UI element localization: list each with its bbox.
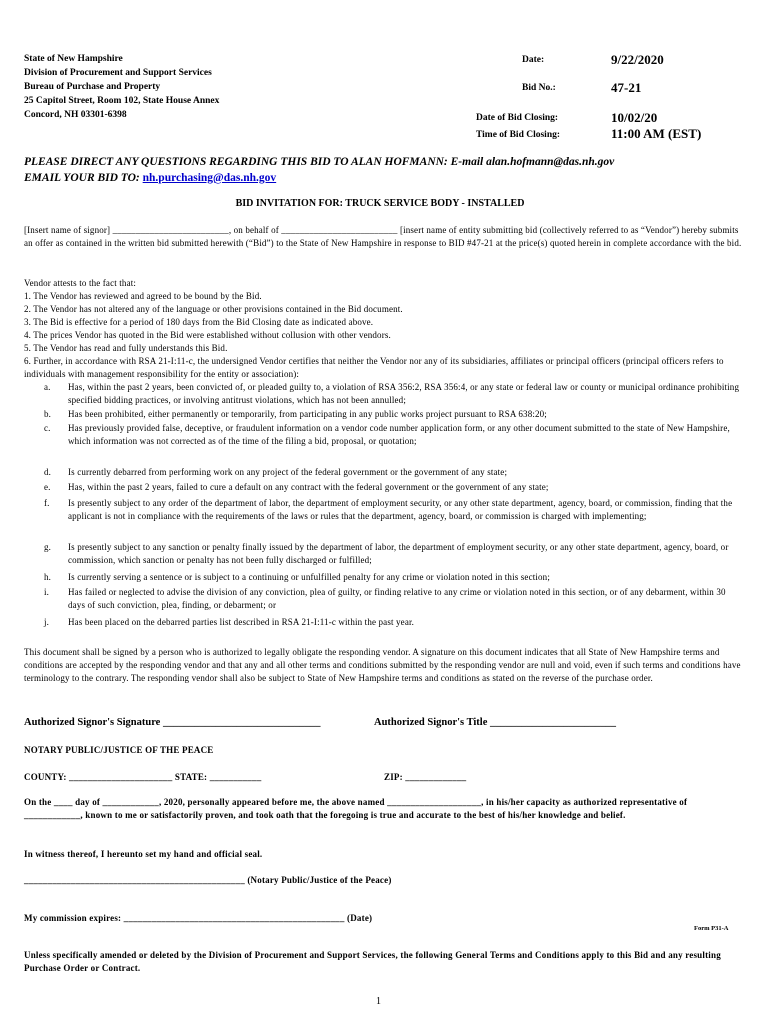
attest-item: 2. The Vendor has not altered any of the language or other provisions contained in the Bid document. — [24, 304, 403, 314]
closing-date-value: 10/02/20 — [611, 110, 658, 125]
notary-heading: NOTARY PUBLIC/JUSTICE OF THE PEACE — [24, 745, 214, 755]
attest-item: 1. The Vendor has reviewed and agreed to be bound by the Bid. — [24, 291, 262, 301]
item-text: Has, within the past 2 years, been convicted of, or pleaded guilty to, a violation of RSA 356:2, RSA 356:4, or any state or federal law or county or municipal ordinance prohibiting specified bidding practices, or involving antitrust violations, which has not been annulled; — [68, 382, 740, 406]
org-line: 25 Capitol Street, Room 102, State House Annex — [24, 96, 220, 106]
witness-statement: In witness thereof, I hereunto set my hand and official seal. — [24, 849, 263, 859]
item-text: Has been prohibited, either permanently or temporarily, from participating in any public works project pursuant to RSA 638:20; — [68, 409, 547, 419]
bid-no-label: Bid No.: — [522, 83, 556, 93]
questions-line: PLEASE DIRECT ANY QUESTIONS REGARDING THIS BID TO ALAN HOFMANN: E-mail alan.hofmann@das.nh.gov — [24, 156, 615, 168]
page-number: 1 — [376, 996, 381, 1007]
item-text: Has, within the past 2 years, failed to cure a default on any contract with the federal government or the government of any state; — [68, 482, 549, 492]
general-terms-paragraph: Unless specifically amended or deleted by the Division of Procurement and Support Services, the following General Terms and Conditions apply to this Bid and any resulting Purchase Order or Contract. — [24, 950, 721, 973]
notary-signature-field[interactable]: _______________________________________________ (Notary Public/Justice of the Peace) — [24, 875, 392, 885]
item-letter: b. — [44, 409, 52, 419]
attest-item: 4. The prices Vendor has quoted in the Bid were established without collusion with other vendors. — [24, 330, 391, 340]
item-text: Has previously provided false, deceptive, or fraudulent information on a vendor code number application form, or any other document submitted to the state of New Hampshire, which information was not corrected as of the time of the filing a bid, proposal, or quotation; — [68, 423, 730, 447]
questions-contact — [24, 154, 614, 186]
attest-item: 5. The Vendor has read and fully understands this Bid. — [24, 343, 228, 353]
closing-time-value: 11:00 AM (EST) — [611, 126, 702, 141]
bid-no-value: 47-21 — [611, 80, 642, 95]
org-line: Bureau of Purchase and Property — [24, 82, 161, 92]
attest-item-6: 6. Further, in accordance with RSA 21-I:11-c, the undersigned Vendor certifies that neither the Vendor nor any of its subsidiaries, affiliates or principal officers (principal officers refers to individuals with management responsibility for the entity or association): — [24, 356, 724, 380]
item-letter: f. — [44, 498, 50, 508]
date-label: Date: — [522, 55, 545, 65]
purchasing-email-link[interactable]: nh.purchasing@das.nh.gov — [142, 172, 277, 184]
oath-paragraph: On the ____ day of ____________, 2020, personally appeared before me, the above named ____________________, in his/her capacity as authorized representative of ____________, known to me or satisfactorily proven, and took oath that the foregoing is true and accurate to the best of his/her knowledge and belief. — [24, 797, 688, 820]
form-number: Form P31-A — [694, 925, 729, 932]
item-text: Has been placed on the debarred parties list described in RSA 21-I:11-c within the past year. — [68, 617, 415, 627]
item-text: Is presently subject to any sanction or penalty finally issued by the department of labor, the department of employment security, or any other state department, agency, board, or commission, which sanction or penalty has not been fully discharged or fulfilled; — [68, 542, 729, 566]
commission-expires-field[interactable]: My commission expires: _______________________________________________ (Date) — [24, 913, 373, 923]
org-line: Concord, NH 03301-6398 — [24, 110, 127, 120]
item-letter: d. — [44, 467, 52, 477]
signing-paragraph: This document shall be signed by a person who is authorized to legally obligate the responding vendor. A signature on this document indicates that all State of New Hampshire terms and conditions are accepted by the responding vendor and that any and all other terms and conditions submitted by the responding vendor are null and void, even if such terms and conditions have terminology to the contrary. The responding vendor shall also be subject to State of New Hampshire terms and conditions as stated on the reverse of the purchase order. — [24, 647, 741, 684]
item-letter: i. — [44, 587, 50, 597]
signor-signature-field[interactable]: Authorized Signor's Signature ______________________________ — [24, 717, 321, 728]
item-letter: c. — [44, 423, 51, 433]
item-letter: a. — [44, 382, 51, 392]
county-state-field[interactable]: COUNTY: ______________________ STATE: ___________ — [24, 772, 262, 782]
closing-date-label: Date of Bid Closing: — [476, 113, 559, 123]
item-letter: e. — [44, 482, 51, 492]
email-bid-line — [24, 170, 614, 186]
org-line: Division of Procurement and Support Services — [24, 68, 212, 78]
item-text: Is presently subject to any order of the department of labor, the department of employment security, or any other state department, agency, board, or commission, finding that the applicant is not in compliance with the requirements of the laws or rules that the department, agency, board, or commission is charged with implementing; — [68, 498, 733, 522]
zip-field[interactable]: ZIP: _____________ — [384, 772, 467, 782]
closing-time-label: Time of Bid Closing: — [476, 130, 561, 140]
intro-paragraph: [Insert name of signor] _________________________, on behalf of _________________________ [insert name of entity submitting bid (collectively referred to as “Vendor”) hereby submits an offer as contained in the written bid submitted herewith (“Bid”) to the State of New Hampshire in response to BID #47-21 at the price(s) quoted herein in complete accordance with the bid. — [24, 225, 742, 249]
signor-title-field[interactable]: Authorized Signor's Title ________________________ — [374, 717, 616, 728]
org-address-block — [24, 52, 219, 122]
email-bid-label: EMAIL YOUR BID TO: — [24, 172, 143, 184]
item-text: Has failed or neglected to advise the division of any conviction, plea of guilty, or finding relative to any crime or violation noted in this section, or of any debarment, within 30 days of such conviction, plea, finding, or debarment; or — [68, 587, 726, 611]
bid-title: BID INVITATION FOR: TRUCK SERVICE BODY - INSTALLED — [235, 198, 525, 209]
item-letter: j. — [44, 617, 50, 627]
item-text: Is currently debarred from performing work on any project of the federal government or the government of any state; — [68, 467, 508, 477]
org-line: State of New Hampshire — [24, 54, 123, 64]
item-text: Is currently serving a sentence or is subject to a continuing or unfulfilled penalty for any crime or violation noted in this section; — [68, 572, 550, 582]
item-letter: g. — [44, 542, 52, 552]
attest-item: 3. The Bid is effective for a period of 180 days from the Bid Closing date as indicated above. — [24, 317, 374, 327]
item-letter: h. — [44, 572, 52, 582]
date-value: 9/22/2020 — [611, 52, 664, 67]
attests-heading: Vendor attests to the fact that: — [24, 278, 137, 288]
